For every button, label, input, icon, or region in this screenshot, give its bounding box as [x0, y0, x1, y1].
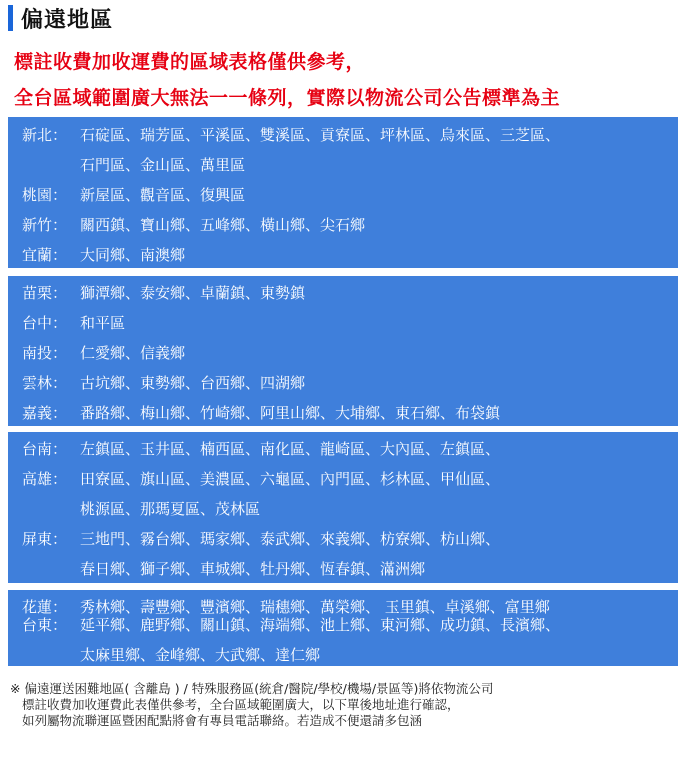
region-label: 台東：: [22, 616, 68, 634]
region-areas: 大同鄉、南澳鄉: [80, 246, 186, 264]
region-areas: 延平鄉、鹿野鄉、關山鎮、海端鄉、池上鄉、東河鄉、成功鎮、長濱鄉、: [80, 616, 561, 634]
region-areas: 獅潭鄉、泰安鄉、卓蘭鎮、東勢鎮: [80, 284, 306, 302]
region-label: 高雄：: [22, 470, 68, 488]
region-label: 苗栗：: [22, 284, 68, 302]
region-areas: 秀林鄉、壽豐鄉、豐濱鄉、瑞穗鄉、萬榮鄉、 玉里鎮、卓溪鄉、富里鄉: [80, 598, 550, 616]
region-row: [22, 372, 305, 393]
region-row: [22, 438, 500, 459]
region-label: 新北：: [22, 126, 68, 144]
region-row: [22, 558, 425, 579]
region-areas: 石碇區、瑞芳區、平溪區、雙溪區、貢寮區、坪林區、烏來區、三芝區、: [80, 126, 561, 144]
region-row: [22, 214, 365, 235]
region-label: 屏東：: [22, 530, 68, 548]
page-title: 偏遠地區: [21, 7, 114, 33]
region-areas: 春日鄉、獅子鄉、車城鄉、牡丹鄉、恆春鎮、滿洲鄉: [80, 560, 426, 578]
region-row: [22, 124, 560, 145]
region-areas: 左鎮區、玉井區、楠西區、南化區、龍崎區、大內區、左鎮區、: [80, 440, 501, 458]
footnote-line-1: ※ 偏遠運送困難地區( 含離島 ) / 特殊服務區(統倉/醫院/學校/機場/景區等)將依物流公司: [10, 681, 494, 696]
footnote: [10, 681, 493, 729]
region-row: [22, 528, 500, 549]
region-label: 雲林：: [22, 374, 68, 392]
region-row: [22, 244, 185, 265]
region-areas: 田寮區、旗山區、美濃區、六龜區、內門區、杉林區、甲仙區、: [80, 470, 501, 488]
region-row: [22, 614, 560, 635]
footnote-line-3: 如列屬物流聯運區暨困配點將會有專員電話聯絡。若造成不便還請多包涵: [22, 713, 423, 728]
region-areas: 和平區: [80, 314, 126, 332]
region-panel-north: [8, 117, 678, 268]
region-row: [22, 498, 260, 519]
region-areas: 石門區、金山區、萬里區: [80, 156, 246, 174]
region-areas: 太麻里鄉、金峰鄉、大武鄉、達仁鄉: [80, 646, 321, 664]
region-panel-central: [8, 276, 678, 426]
region-row: [22, 402, 500, 423]
subtitle-line-1: 標註收費加收運費的區域表格僅供參考，: [14, 51, 366, 73]
region-areas: 三地門、霧台鄉、瑪家鄉、泰武鄉、來義鄉、枋寮鄉、枋山鄉、: [80, 530, 501, 548]
region-row: [22, 184, 245, 205]
region-row: [22, 342, 185, 363]
region-label: 台南：: [22, 440, 68, 458]
region-row: [22, 312, 125, 333]
region-label: 南投：: [22, 344, 68, 362]
subtitle-line-2: 全台區域範圍廣大無法一一條列，實際以物流公司公告標準為主: [14, 87, 561, 109]
region-areas: 仁愛鄉、信義鄉: [80, 344, 186, 362]
region-label: 嘉義：: [22, 404, 68, 422]
region-areas: 古坑鄉、東勢鄉、台西鄉、四湖鄉: [80, 374, 306, 392]
region-label: 新竹：: [22, 216, 68, 234]
region-panel-south: [8, 432, 678, 583]
region-areas: 桃源區、那瑪夏區、茂林區: [80, 500, 261, 518]
section-header: [8, 4, 113, 32]
footnote-line-2: 標註收費加收運費此表僅供參考，全台區域範圍廣大，以下單後地址進行確認，: [22, 697, 460, 712]
region-row: [22, 154, 245, 175]
region-label: 花蓮：: [22, 598, 68, 616]
region-row: [22, 644, 320, 665]
region-label: 桃園：: [22, 186, 68, 204]
region-areas: 關西鎮、寶山鄉、五峰鄉、橫山鄉、尖石鄉: [80, 216, 366, 234]
region-panel-east: [8, 590, 678, 666]
region-row: [22, 468, 500, 489]
region-label: 宜蘭：: [22, 246, 68, 264]
region-areas: 新屋區、觀音區、復興區: [80, 186, 246, 204]
header-accent-bar: [8, 5, 13, 31]
region-label: 台中：: [22, 314, 68, 332]
region-areas: 番路鄉、梅山鄉、竹崎鄉、阿里山鄉、大埔鄉、東石鄉、布袋鎮: [80, 404, 501, 422]
region-row: [22, 282, 305, 303]
